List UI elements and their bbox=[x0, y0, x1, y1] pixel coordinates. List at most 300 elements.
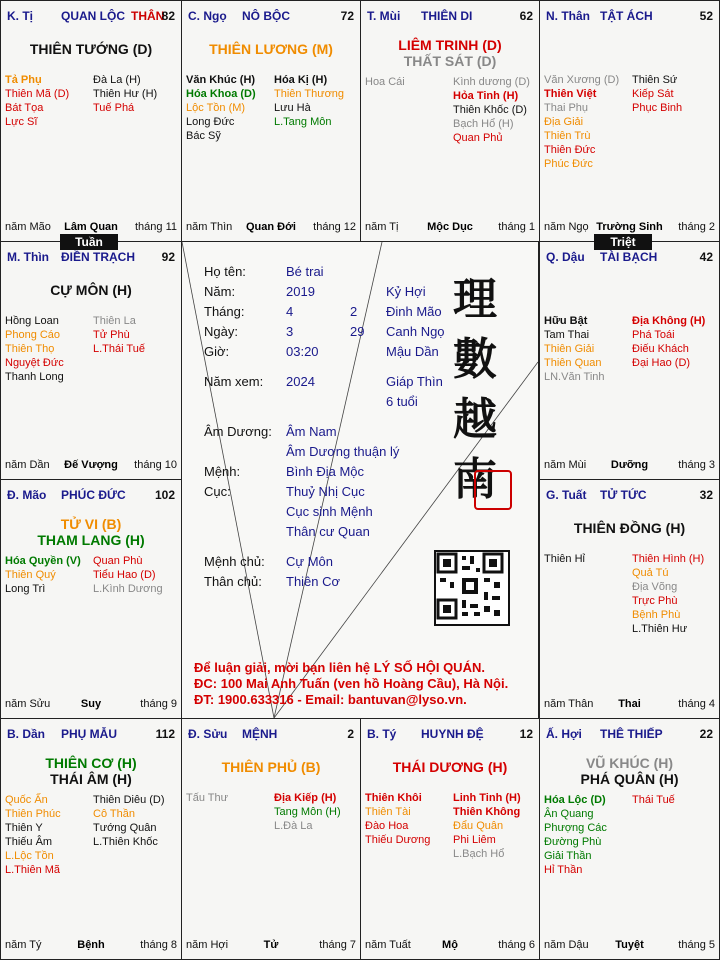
minor-star[interactable]: Giải Thần bbox=[544, 850, 592, 862]
minor-star[interactable]: Thiên Hỉ bbox=[544, 553, 585, 565]
contact-block bbox=[194, 660, 508, 708]
minor-star[interactable]: Địa Võng bbox=[632, 581, 678, 593]
palace-mao[interactable] bbox=[0, 479, 182, 719]
minor-stars-left bbox=[5, 793, 91, 877]
palace-position: C. Ngọ bbox=[188, 9, 227, 23]
minor-star[interactable]: Phong Cáo bbox=[5, 329, 61, 341]
minor-star[interactable]: Thiên Hình (H) bbox=[632, 553, 705, 565]
than-tag: THÂN bbox=[131, 9, 165, 23]
palace-month: tháng 11 bbox=[134, 221, 177, 233]
minor-star[interactable]: Hỏa Tinh (H) bbox=[453, 90, 519, 102]
palace-than[interactable] bbox=[539, 0, 720, 242]
row-ho-ten bbox=[204, 264, 404, 282]
qr-code-icon[interactable] bbox=[434, 550, 510, 626]
seal-char-3: 越 bbox=[453, 394, 497, 445]
palace-stage: Suy bbox=[80, 698, 102, 710]
minor-star[interactable]: Thiên Quan bbox=[544, 357, 602, 369]
minor-star[interactable]: Hóa Khoa (D) bbox=[186, 88, 256, 100]
minor-star[interactable]: Lưu Hà bbox=[274, 102, 311, 114]
palace-stage: Bệnh bbox=[77, 939, 105, 951]
minor-stars-right bbox=[632, 552, 718, 636]
minor-star[interactable]: L.Lộc Tồn bbox=[5, 850, 54, 862]
minor-star[interactable]: Hóa Quyền (V) bbox=[5, 555, 81, 567]
palace-footer bbox=[5, 939, 177, 953]
main-star[interactable]: THIÊN LƯƠNG (M) bbox=[209, 41, 333, 57]
minor-star[interactable]: Văn Xương (D) bbox=[544, 74, 620, 86]
palace-name-text: TẬT ÁCH bbox=[600, 9, 653, 23]
minor-stars-right bbox=[453, 791, 538, 861]
minor-stars-right bbox=[93, 793, 179, 849]
minor-star[interactable]: Đà La (H) bbox=[93, 74, 141, 86]
palace-name-text: ĐIỀN TRẠCH bbox=[61, 250, 135, 264]
minor-star[interactable]: Thiên Trù bbox=[544, 130, 591, 142]
palace-stage: Mộc Dục bbox=[427, 221, 473, 233]
palace-position: M. Thìn bbox=[7, 250, 49, 264]
minor-star[interactable]: Thiên Sứ bbox=[632, 74, 678, 86]
minor-star[interactable]: Đại Hao (D) bbox=[632, 357, 691, 369]
palace-header bbox=[188, 727, 354, 743]
palace-age: 102 bbox=[154, 488, 175, 502]
minor-stars-right bbox=[453, 75, 538, 145]
main-star[interactable]: LIÊM TRINH (D) bbox=[398, 37, 502, 53]
palace-header bbox=[7, 727, 175, 743]
minor-star[interactable]: Hoa Cái bbox=[365, 76, 405, 88]
palace-header bbox=[367, 727, 533, 743]
contact-line-3[interactable]: ĐT: 1900.633316 - Email: bantuvan@lyso.vn. bbox=[194, 692, 467, 707]
palace-year: năm Dậu bbox=[544, 939, 589, 951]
palace-name bbox=[242, 727, 277, 741]
label-menh: Mệnh: bbox=[204, 464, 241, 479]
palace-month: tháng 5 bbox=[678, 939, 715, 951]
minor-star[interactable]: Nguyệt Đức bbox=[5, 357, 64, 369]
palace-month: tháng 10 bbox=[134, 459, 177, 471]
palace-stage: Đế Vượng bbox=[64, 459, 118, 471]
palace-header bbox=[188, 9, 354, 25]
main-star[interactable]: THIÊN PHỦ (B) bbox=[221, 759, 321, 775]
minor-stars-left bbox=[5, 314, 91, 384]
minor-star[interactable]: Phá Toái bbox=[632, 329, 675, 341]
palace-year: năm Thân bbox=[544, 698, 594, 710]
value-am-duong: Âm Nam bbox=[286, 424, 337, 439]
minor-star[interactable]: Đường Phù bbox=[544, 836, 602, 848]
value-nam-xem-can: Giáp Thìn bbox=[386, 374, 443, 389]
minor-star[interactable]: Tuế Phá bbox=[93, 102, 135, 114]
palace-footer bbox=[186, 939, 356, 953]
minor-star[interactable]: Thiên Không bbox=[453, 806, 521, 818]
palace-year: năm Thìn bbox=[186, 221, 233, 233]
palace-name bbox=[421, 727, 484, 741]
red-stamp-icon bbox=[474, 470, 512, 510]
minor-star[interactable]: Long Trì bbox=[5, 583, 46, 595]
minor-star[interactable]: Phúc Đức bbox=[544, 158, 593, 170]
main-star[interactable]: THÁI ÂM (H) bbox=[50, 771, 132, 787]
minor-star[interactable]: Thiếu Dương bbox=[365, 834, 431, 846]
minor-star[interactable]: Thiên Giải bbox=[544, 343, 595, 355]
palace-name-text: HUYNH ĐỆ bbox=[421, 727, 484, 741]
minor-star[interactable]: Quốc Ấn bbox=[5, 794, 48, 806]
minor-star[interactable]: Thiên La bbox=[93, 315, 136, 327]
palace-ngo[interactable] bbox=[181, 0, 361, 242]
value-ngay-can: Canh Ngọ bbox=[386, 324, 445, 339]
minor-star[interactable]: Quan Phù bbox=[93, 555, 143, 567]
minor-star[interactable]: Hồng Loan bbox=[5, 315, 59, 327]
palace-year: năm Hợi bbox=[186, 939, 229, 951]
palace-position: T. Mùi bbox=[367, 9, 401, 23]
label-gio: Giờ: bbox=[204, 344, 230, 359]
value-ngay: 3 bbox=[286, 324, 294, 339]
palace-month: tháng 2 bbox=[678, 221, 715, 233]
palace-stage: Tử bbox=[263, 939, 279, 951]
label-than-chu: Thân chủ: bbox=[204, 574, 262, 589]
minor-star[interactable]: Phượng Các bbox=[544, 822, 607, 834]
palace-name bbox=[600, 9, 653, 23]
palace-age: 92 bbox=[161, 250, 175, 264]
palace-name bbox=[421, 9, 472, 23]
palace-position: G. Tuất bbox=[546, 488, 587, 502]
palace-stage: Quan Đới bbox=[246, 221, 296, 233]
value-menh: Bình Địa Mộc bbox=[286, 464, 365, 479]
palace-footer bbox=[5, 459, 177, 473]
palace-position: Đ. Mão bbox=[7, 488, 47, 502]
minor-star[interactable]: Hỉ Thần bbox=[544, 864, 583, 876]
minor-star[interactable]: Thiên Khôi bbox=[365, 792, 422, 804]
seal-char-1: 理 bbox=[453, 274, 497, 325]
minor-star[interactable]: Tả Phụ bbox=[5, 74, 42, 86]
minor-star[interactable]: Lực Sĩ bbox=[5, 116, 38, 128]
palace-name bbox=[61, 250, 135, 264]
palace-age: 32 bbox=[699, 488, 713, 502]
minor-star[interactable]: L.Bạch Hổ bbox=[453, 848, 505, 860]
minor-star[interactable]: Thiên Thọ bbox=[5, 343, 55, 355]
palace-thin[interactable] bbox=[0, 241, 182, 480]
palace-age: 72 bbox=[340, 9, 354, 23]
minor-stars-left bbox=[186, 791, 271, 805]
minor-stars-right bbox=[632, 314, 718, 370]
contact-line-1: Để luận giải, mời bạn liên hệ LÝ SỐ HỘI QUÁN. bbox=[194, 660, 485, 675]
minor-star[interactable]: Thiên Khốc (D) bbox=[453, 104, 527, 116]
palace-header bbox=[7, 250, 175, 266]
palace-header bbox=[546, 9, 713, 25]
minor-star[interactable]: Điếu Khách bbox=[632, 343, 689, 355]
minor-stars-right bbox=[93, 314, 179, 356]
palace-month: tháng 7 bbox=[319, 939, 356, 951]
minor-star[interactable]: Thiên Việt bbox=[544, 88, 597, 100]
palace-footer bbox=[186, 221, 356, 235]
palace-name-text: TỬ TỨC bbox=[600, 488, 647, 502]
palace-position: Đ. Sửu bbox=[188, 727, 228, 741]
palace-month: tháng 1 bbox=[498, 221, 535, 233]
palace-footer bbox=[544, 459, 715, 473]
minor-star[interactable]: Tang Môn (H) bbox=[274, 806, 341, 818]
minor-star[interactable]: Thiên Mã (D) bbox=[5, 88, 70, 100]
center-info-panel bbox=[181, 241, 539, 719]
minor-stars-right bbox=[632, 793, 718, 807]
minor-star[interactable]: L.Kình Dương bbox=[93, 583, 163, 595]
label-ngay: Ngày: bbox=[204, 324, 238, 339]
palace-footer bbox=[365, 221, 535, 235]
palace-year: năm Sửu bbox=[5, 698, 51, 710]
palace-footer bbox=[5, 221, 177, 235]
palace-stage: Trường Sinh bbox=[596, 221, 663, 233]
palace-footer bbox=[365, 939, 535, 953]
palace-year: năm Tị bbox=[365, 221, 399, 233]
minor-star[interactable]: Thiên Diêu (D) bbox=[93, 794, 165, 806]
main-star[interactable]: PHÁ QUÂN (H) bbox=[580, 771, 679, 787]
main-star[interactable]: THIÊN ĐỒNG (H) bbox=[573, 520, 686, 536]
minor-star[interactable]: L.Thiên Hư bbox=[632, 623, 688, 635]
minor-star[interactable]: Địa Kiếp (H) bbox=[274, 792, 337, 804]
minor-stars-left bbox=[365, 75, 450, 89]
minor-star[interactable]: Đào Hoa bbox=[365, 820, 409, 832]
minor-stars-left bbox=[365, 791, 450, 847]
palace-age: 42 bbox=[699, 250, 713, 264]
palace-name-text: THIÊN DI bbox=[421, 9, 473, 23]
minor-star[interactable]: Thiên Quý bbox=[5, 569, 56, 581]
main-star[interactable]: THÁI DƯƠNG (H) bbox=[392, 759, 508, 775]
value-thang-can: Đinh Mão bbox=[386, 304, 442, 319]
minor-star[interactable]: Đẩu Quân bbox=[453, 820, 504, 832]
palace-position: Q. Dậu bbox=[546, 250, 585, 264]
main-star[interactable]: THẤT SÁT (D) bbox=[403, 53, 497, 69]
minor-star[interactable]: Lộc Tồn (M) bbox=[186, 102, 246, 114]
minor-star[interactable]: Long Đức bbox=[186, 116, 235, 128]
minor-star[interactable]: Thiên Hư (H) bbox=[93, 88, 158, 100]
value-gio-can: Mậu Dần bbox=[386, 344, 439, 359]
tuan-marker: Tuần bbox=[60, 234, 118, 250]
palace-name bbox=[600, 488, 647, 502]
palace-name bbox=[61, 9, 164, 23]
minor-star[interactable]: Hữu Bật bbox=[544, 315, 588, 327]
minor-star[interactable]: Bạch Hổ (H) bbox=[453, 118, 514, 130]
main-star[interactable]: THIÊN CƠ (H) bbox=[45, 755, 137, 771]
minor-star[interactable]: Bát Tọa bbox=[5, 102, 44, 114]
minor-star[interactable]: Địa Giải bbox=[544, 116, 584, 128]
palace-name-text: MỆNH bbox=[242, 727, 278, 741]
label-nam: Năm: bbox=[204, 284, 236, 299]
palace-month: tháng 3 bbox=[678, 459, 715, 471]
palace-month: tháng 8 bbox=[140, 939, 177, 951]
palace-name bbox=[61, 727, 117, 741]
minor-star[interactable]: Thiên Phúc bbox=[5, 808, 61, 820]
minor-star[interactable]: LN.Văn Tinh bbox=[544, 371, 605, 383]
minor-star[interactable]: L.Thiên Khốc bbox=[93, 836, 158, 848]
palace-year: năm Dần bbox=[5, 459, 50, 471]
contact-line-2: ĐC: 100 Mai Anh Tuấn (ven hồ Hoàng Cầu), Hà Nội. bbox=[194, 676, 509, 691]
palace-position: B. Tý bbox=[367, 727, 397, 741]
calligraphy-seal bbox=[440, 270, 510, 510]
value-gio: 03:20 bbox=[286, 344, 319, 359]
label-menh-chu: Mệnh chủ: bbox=[204, 554, 265, 569]
palace-ty[interactable] bbox=[360, 718, 540, 960]
palace-age: 22 bbox=[699, 727, 713, 741]
value-nam-xem: 2024 bbox=[286, 374, 315, 389]
main-star[interactable]: CỰ MÔN (H) bbox=[50, 282, 132, 298]
minor-star[interactable]: Phục Binh bbox=[632, 102, 683, 114]
minor-star[interactable]: L.Tang Môn bbox=[274, 116, 332, 128]
palace-stage: Mộ bbox=[442, 939, 458, 951]
palace-name bbox=[600, 250, 657, 264]
value-ho-ten: Bé trai bbox=[286, 264, 324, 279]
minor-star[interactable]: Thiên Y bbox=[5, 822, 43, 834]
palace-name-text: PHÚC ĐỨC bbox=[61, 488, 126, 502]
minor-star[interactable]: Hóa Kị (H) bbox=[274, 74, 328, 86]
minor-stars-left bbox=[5, 73, 91, 129]
minor-star[interactable]: Thanh Long bbox=[5, 371, 64, 383]
value-menh-chu: Cự Môn bbox=[286, 554, 333, 569]
palace-month: tháng 9 bbox=[140, 698, 177, 710]
palace-position: Ấ. Hợi bbox=[546, 727, 582, 741]
main-star[interactable]: THIÊN TƯỚNG (D) bbox=[29, 41, 153, 57]
minor-stars-left bbox=[544, 793, 630, 877]
label-thang: Tháng: bbox=[204, 304, 245, 319]
palace-header bbox=[546, 488, 713, 504]
minor-star[interactable]: Quan Phủ bbox=[453, 132, 503, 144]
palace-month: tháng 4 bbox=[678, 698, 715, 710]
value-nam-can: Kỷ Hợi bbox=[386, 284, 426, 299]
palace-name-text: QUAN LỘC bbox=[61, 9, 125, 23]
palace-stage: Dưỡng bbox=[610, 459, 649, 471]
value-cuc-2: Cục sinh Mệnh bbox=[286, 504, 373, 519]
minor-star[interactable]: Thiên Thương bbox=[274, 88, 345, 100]
palace-age: 82 bbox=[161, 9, 175, 23]
minor-star[interactable]: L.Thiên Mã bbox=[5, 864, 61, 876]
minor-stars-left bbox=[5, 554, 91, 596]
row-cuc-3 bbox=[286, 524, 486, 542]
palace-name-text: TÀI BẠCH bbox=[600, 250, 658, 264]
minor-stars-right bbox=[274, 791, 359, 833]
palace-dau[interactable] bbox=[539, 241, 720, 480]
minor-star[interactable]: Trực Phù bbox=[632, 595, 678, 607]
minor-star[interactable]: Bệnh Phù bbox=[632, 609, 681, 621]
minor-star[interactable]: Linh Tinh (H) bbox=[453, 792, 521, 804]
palace-name-text: THÊ THIẾP bbox=[600, 727, 663, 741]
value-cuc-3: Thân cư Quan bbox=[286, 524, 370, 539]
palace-month: tháng 6 bbox=[498, 939, 535, 951]
label-cuc: Cục: bbox=[204, 484, 231, 499]
palace-month: tháng 12 bbox=[313, 221, 356, 233]
value-nam: 2019 bbox=[286, 284, 315, 299]
minor-stars-right bbox=[93, 73, 179, 115]
value-thang: 4 bbox=[286, 304, 294, 319]
value-am-duong-2: Âm Dương thuận lý bbox=[286, 444, 400, 459]
minor-star[interactable]: Thiếu Âm bbox=[5, 836, 53, 848]
minor-star[interactable]: Tử Phù bbox=[93, 329, 130, 341]
palace-stage: Tuyệt bbox=[615, 939, 644, 951]
minor-star[interactable]: Thai Phụ bbox=[544, 102, 589, 114]
minor-stars-right bbox=[274, 73, 359, 129]
minor-star[interactable]: Hóa Lộc (D) bbox=[544, 794, 606, 806]
palace-header bbox=[7, 9, 175, 25]
palace-footer bbox=[544, 939, 715, 953]
palace-year: năm Ngọ bbox=[544, 221, 589, 233]
main-star[interactable]: THAM LANG (H) bbox=[37, 532, 145, 548]
minor-star[interactable]: Bác Sỹ bbox=[186, 130, 221, 142]
minor-star[interactable]: Thiên Tài bbox=[365, 806, 411, 818]
main-star[interactable]: VŨ KHÚC (H) bbox=[585, 755, 674, 771]
triet-marker: Triệt bbox=[594, 234, 652, 250]
value-cuc: Thuỷ Nhị Cục bbox=[286, 484, 365, 499]
palace-stage: Lâm Quan bbox=[64, 221, 118, 233]
palace-name-text: PHỤ MẪU bbox=[61, 727, 117, 741]
minor-star[interactable]: Tam Thai bbox=[544, 329, 590, 341]
value-thang-am: 2 bbox=[350, 304, 358, 319]
palace-age: 12 bbox=[519, 727, 533, 741]
palace-age: 112 bbox=[155, 727, 175, 741]
minor-star[interactable]: Ân Quang bbox=[544, 808, 594, 820]
palace-name bbox=[242, 9, 290, 23]
value-than-chu: Thiên Cơ bbox=[286, 574, 341, 589]
minor-star[interactable]: Phi Liêm bbox=[453, 834, 496, 846]
palace-header bbox=[7, 488, 175, 504]
minor-star[interactable]: Kiếp Sát bbox=[632, 88, 674, 100]
main-star[interactable]: TỬ VI (B) bbox=[60, 516, 122, 532]
minor-stars-left bbox=[544, 552, 630, 566]
palace-ti[interactable] bbox=[0, 0, 182, 242]
palace-header bbox=[367, 9, 533, 25]
label-am-duong: Âm Dương: bbox=[204, 424, 272, 439]
palace-position: N. Thân bbox=[546, 9, 590, 23]
palace-footer bbox=[544, 698, 715, 712]
seal-char-4: 南 bbox=[453, 454, 497, 505]
minor-star[interactable]: Địa Không (H) bbox=[632, 315, 706, 327]
minor-star[interactable]: Cô Thần bbox=[93, 808, 135, 820]
palace-name bbox=[600, 727, 663, 741]
palace-header bbox=[546, 250, 713, 266]
palace-age: 2 bbox=[347, 727, 354, 741]
palace-footer bbox=[544, 221, 715, 235]
minor-star[interactable]: Tướng Quân bbox=[93, 822, 157, 834]
minor-stars-right bbox=[632, 73, 718, 115]
palace-name-text: NÔ BỘC bbox=[242, 9, 290, 23]
palace-mui[interactable] bbox=[360, 0, 540, 242]
seal-char-2: 數 bbox=[453, 334, 497, 385]
minor-stars-left bbox=[544, 73, 630, 171]
minor-star[interactable]: Kình dương (D) bbox=[453, 76, 530, 88]
minor-star[interactable]: L.Thái Tuế bbox=[93, 343, 145, 355]
minor-star[interactable]: Văn Khúc (H) bbox=[186, 74, 256, 86]
palace-stage: Thai bbox=[618, 698, 641, 710]
minor-star[interactable]: L.Đà La bbox=[274, 820, 313, 832]
minor-star[interactable]: Quả Tú bbox=[632, 567, 669, 579]
palace-footer bbox=[5, 698, 177, 712]
palace-hoi[interactable] bbox=[539, 718, 720, 960]
palace-header bbox=[546, 727, 713, 743]
minor-star[interactable]: Thiên Đức bbox=[544, 144, 596, 156]
palace-position: K. Tị bbox=[7, 9, 33, 23]
palace-dan[interactable] bbox=[0, 718, 182, 960]
minor-star[interactable]: Thái Tuế bbox=[632, 794, 675, 806]
minor-star[interactable]: Tiểu Hao (D) bbox=[93, 569, 156, 581]
minor-stars-left bbox=[544, 314, 630, 384]
palace-age: 52 bbox=[699, 9, 713, 23]
label-nam-xem: Năm xem: bbox=[204, 374, 264, 389]
palace-tuat[interactable] bbox=[539, 479, 720, 719]
label-ho-ten: Họ tên: bbox=[204, 264, 246, 279]
value-ngay-am: 29 bbox=[350, 324, 365, 339]
minor-stars-right bbox=[93, 554, 179, 596]
palace-position: B. Dần bbox=[7, 727, 46, 741]
palace-suu[interactable] bbox=[181, 718, 361, 960]
palace-age: 62 bbox=[519, 9, 533, 23]
palace-year: năm Tuất bbox=[365, 939, 411, 951]
value-tuoi: 6 tuổi bbox=[386, 394, 418, 409]
palace-year: năm Tý bbox=[5, 939, 42, 951]
palace-name bbox=[61, 488, 126, 502]
minor-stars-left bbox=[186, 73, 271, 143]
minor-star[interactable]: Tấu Thư bbox=[186, 792, 229, 804]
palace-year: năm Mão bbox=[5, 221, 51, 233]
palace-year: năm Mùi bbox=[544, 459, 587, 471]
